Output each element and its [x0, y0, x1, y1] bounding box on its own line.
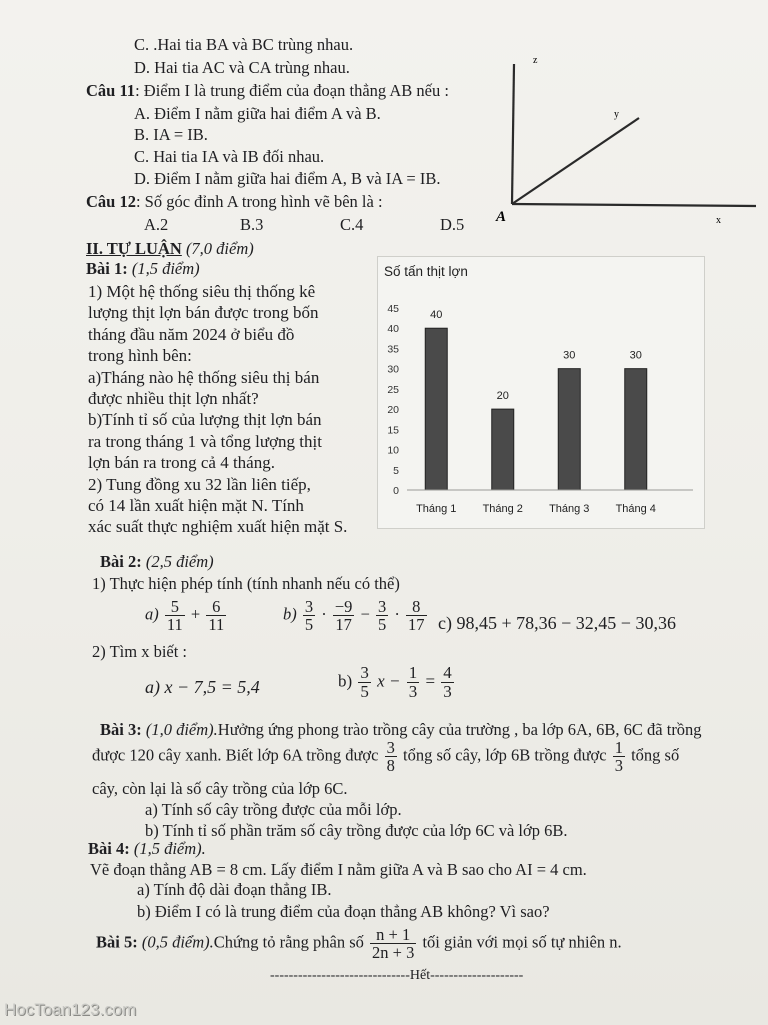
bai2-b-label: b) — [283, 604, 297, 624]
bai2-part1: 1) Thực hiện phép tính (tính nhanh nếu có thể) — [92, 574, 400, 593]
fraction: $\frac{1}{3}$ — [408, 663, 418, 701]
bai4-b: b) Điểm I có là trung điểm của đoạn thẳng AB không? Vì sao? — [137, 902, 550, 921]
bar-data-label: 30 — [629, 349, 642, 362]
q11-option-c: C. Hai tia IA và IB đối nhau. — [134, 147, 325, 166]
bai3-line1: Bài 3: (1,0 điểm).Hưởng ứng phong trào trồng cây của trường , ba lớp 6A, 6B, 6C đã trồng — [100, 720, 702, 739]
bai5-points: (0,5 điểm). — [141, 932, 214, 952]
x-tick-label: Tháng 3 — [549, 503, 590, 515]
bai1-label: Bài 1: — [86, 259, 128, 278]
watermark: HocToan123.com — [4, 1000, 137, 1019]
bai4-heading — [88, 840, 206, 859]
q12-stem-text: : Số góc đỉnh A trong hình vẽ bên là : — [135, 192, 383, 211]
bai2-heading — [100, 553, 214, 572]
bai1-points: (1,5 điểm) — [131, 259, 200, 278]
bai4-points: (1,5 điểm). — [133, 839, 206, 858]
bai3-line2: được 120 cây xanh. Biết lớp 6A trồng được $\frac{3}{8}$ tổng số cây, lớp 6B trồng được $\frac{1}{3}$ tổng số — [92, 738, 680, 776]
y-tick-label: 5 — [393, 464, 399, 477]
bai5-line: Bài 5: (0,5 điểm).Chứng tỏ rằng phân số $\frac{n + 1}{2n + 3}$ tối giản với mọi số tự nhiên n. — [96, 925, 622, 963]
chart-title: Số tấn thịt lợn — [384, 264, 468, 279]
bai1-line: lượng thịt lợn bán được trong bốn — [88, 303, 319, 323]
q12-option-c: C.4 — [340, 215, 364, 234]
y-tick-label: 40 — [387, 323, 399, 336]
bai2-expr-b: b) $\frac{3}{5}$ · $\frac{-9}{17}$ − $\frac{3}{5}$ · $\frac{8}{17}$ — [283, 597, 425, 635]
y-tick-label: 30 — [387, 363, 399, 376]
bai2-a-label: a) — [145, 604, 159, 624]
fraction: $\frac{5}{11}$ — [166, 597, 183, 635]
fraction: $\frac{4}{3}$ — [443, 663, 452, 701]
bai3-label: Bài 3: — [100, 720, 142, 739]
q11-stem-text: : Điểm I là trung điểm của đoạn thẳng AB nếu : — [135, 81, 449, 100]
y-tick-label: 45 — [387, 303, 399, 315]
y-tick-label: 0 — [393, 485, 399, 497]
y-tick-label: 20 — [387, 404, 399, 417]
q10-option-d: D. Hai tia AC và CA trùng nhau. — [134, 58, 350, 77]
q11-label: Câu 11 — [86, 81, 136, 100]
y-tick-label: 15 — [387, 424, 399, 437]
q11-option-b: B. IA = IB. — [134, 125, 208, 144]
x-tick-label: Tháng 2 — [482, 503, 523, 515]
bar — [558, 369, 580, 490]
q12-option-d: D.5 — [440, 215, 465, 234]
bar-data-label: 30 — [563, 349, 576, 362]
q12-option-b: B.3 — [240, 215, 264, 234]
bai1-line: 1) Một hệ thống siêu thị thống kê — [88, 282, 316, 301]
bai1-line: trong hình bên: — [88, 346, 192, 366]
x-tick-label: Tháng 4 — [615, 503, 656, 515]
bar-data-label: 20 — [496, 390, 509, 403]
y-tick-label: 25 — [387, 383, 399, 396]
fraction: $\frac{n + 1}{2n + 3}$ — [372, 925, 415, 963]
fraction: $\frac{3}{5}$ — [378, 597, 387, 635]
fraction: $\frac{3}{5}$ — [304, 597, 314, 635]
fraction: $\frac{-9}{17}$ — [334, 597, 353, 635]
q12-stem — [86, 193, 383, 212]
bai2-c-expression: 98,45 + 78,36 − 32,45 − 30,36 — [456, 613, 676, 633]
section-heading — [86, 240, 254, 259]
fraction: $\frac{3}{5}$ — [360, 663, 369, 701]
fraction: $\frac{6}{11}$ — [208, 597, 225, 635]
bai1-line: lợn bán ra trong cả 4 tháng. — [88, 453, 275, 473]
fraction: $\frac{1}{3}$ — [614, 738, 623, 776]
bai2-c-label: c) — [438, 613, 452, 633]
y-tick-label: 10 — [387, 444, 399, 457]
q11-option-d: D. Điểm I nằm giữa hai điểm A, B và IA = IB. — [134, 169, 441, 188]
label-a: A — [496, 209, 507, 225]
q10-option-c: C. .Hai tia BA và BC trùng nhau. — [134, 35, 354, 54]
bai5-label: Bài 5: — [96, 932, 138, 952]
bai2-points: (2,5 điểm) — [145, 552, 214, 571]
bai2-find-a-expression: x − 7,5 = 5,4 — [164, 677, 260, 697]
bai1-line: 2) Tung đồng xu 32 lần liên tiếp, — [88, 474, 311, 494]
q12-option-a: A.2 — [144, 215, 169, 234]
x-tick-label: Tháng 1 — [416, 503, 457, 515]
bai1-line: có 14 lần xuất hiện mặt N. Tính — [88, 496, 304, 515]
q12-label: Câu 12 — [86, 192, 136, 211]
bar — [492, 409, 514, 490]
bai1-line: ra trong tháng 1 và tổng lượng thịt — [88, 431, 322, 451]
bai1-heading — [86, 260, 200, 279]
y-tick-label: 35 — [387, 343, 399, 356]
q11-stem — [86, 82, 449, 101]
label-z: z — [533, 55, 538, 66]
fraction: $\frac{8}{17}$ — [408, 597, 425, 635]
bai1-line: b)Tính tỉ số của lượng thịt lợn bán — [88, 410, 322, 430]
bai2-find-a: a) x − 7,5 = 5,4 — [145, 677, 260, 697]
bai2-part2: 2) Tìm x biết : — [92, 642, 188, 661]
angle-figure — [494, 40, 764, 240]
bar — [625, 369, 647, 490]
q11-option-a: A. Điểm I nằm giữa hai điểm A và B. — [134, 104, 381, 123]
bai3-a: a) Tính số cây trồng được của mỗi lớp. — [145, 800, 402, 819]
bai1-line: tháng đầu năm 2024 ở biểu đồ — [88, 324, 295, 344]
section-title: II. TỰ LUẬN — [86, 239, 182, 258]
bar-chart — [377, 256, 703, 527]
bar — [425, 328, 447, 490]
bar-data-label: 40 — [430, 309, 443, 322]
end-marker: ------------------------------Hết-------------------- — [270, 968, 524, 983]
bai2-expr-a: a) $\frac{5}{11}$ + $\frac{6}{11}$ — [145, 597, 225, 635]
end-word: Hết — [409, 968, 431, 983]
label-x: x — [716, 215, 721, 226]
bai2-expr-c — [438, 613, 676, 634]
fraction: $\frac{3}{8}$ — [386, 738, 395, 776]
ray-ax — [512, 204, 756, 206]
bai2-label: Bài 2: — [100, 552, 142, 571]
label-y: y — [614, 109, 619, 120]
bai4-a: a) Tính độ dài đoạn thẳng IB. — [137, 880, 332, 899]
bai3-line3: cây, còn lại là số cây trồng của lớp 6C. — [92, 779, 348, 798]
bai1-line: a)Tháng nào hệ thống siêu thị bán — [88, 367, 320, 387]
section-points: (7,0 điểm) — [185, 239, 254, 258]
ray-ay — [512, 118, 639, 204]
ray-az — [512, 64, 514, 204]
bai1-line: xác suất thực nghiệm xuất hiện mặt S. — [88, 517, 348, 537]
bai4-line1: Vẽ đoạn thẳng AB = 8 cm. Lấy điểm I nằm giữa A và B sao cho AI = 4 cm. — [90, 860, 587, 879]
bai1-line: được nhiều thịt lợn nhất? — [88, 389, 259, 408]
bai3-b: b) Tính tỉ số phần trăm số cây trồng được của lớp 6C và lớp 6B. — [145, 821, 568, 840]
bai4-label: Bài 4: — [88, 839, 130, 858]
bai3-points: (1,0 điểm). — [145, 720, 218, 739]
bai2-find-b: b) $\frac{3}{5}$ x − $\frac{1}{3}$ = $\frac{4}{3}$ — [338, 663, 452, 701]
